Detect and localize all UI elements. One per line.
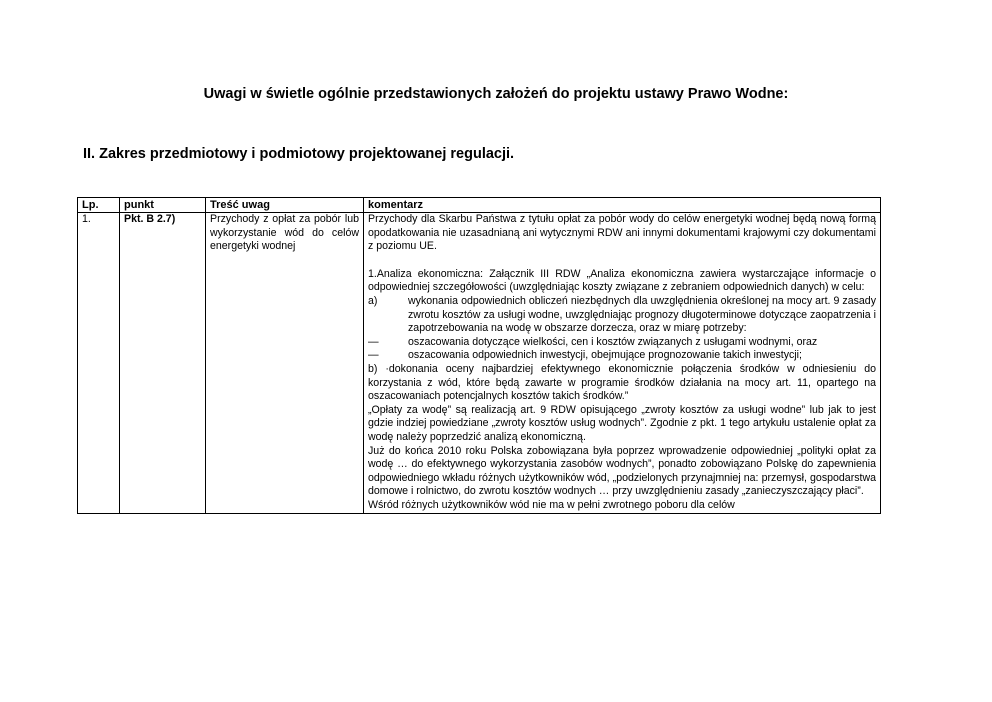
document-title: Uwagi w świetle ogólnie przedstawionych założeń do projektu ustawy Prawo Wodne: <box>203 86 789 102</box>
cell-komentarz <box>364 213 881 514</box>
table-row <box>78 213 881 514</box>
header-komentarz: komentarz <box>364 198 881 213</box>
remarks-table <box>77 197 881 514</box>
header-punkt: punkt <box>120 198 206 213</box>
list-item-a <box>368 295 876 336</box>
cell-punkt: Pkt. B 2.7) <box>120 213 206 514</box>
header-tresc: Treść uwag <box>206 198 364 213</box>
cell-tresc: Przychody z opłat za pobór lub wykorzystanie wód do celów energetyki wodnej <box>206 213 364 514</box>
list-label-a: a) <box>368 294 378 307</box>
comment-paragraph-5: Wśród różnych użytkowników wód nie ma w pełni zwrotnego poboru dla celów <box>368 498 735 511</box>
list-item-dash-1 <box>368 336 876 350</box>
comment-paragraph-1: Przychody dla Skarbu Państwa z tytułu opłat za pobór wody do celów energetyki wodnej będą nową formą opodatkowania nie uzasadnianą ani wytycznymi RDW ani innymi dokumentami krajowymi czy dokumentami z poziomu UE. <box>368 213 876 253</box>
comment-paragraph-3: „Opłaty za wodę” są realizacją art. 9 RDW opisującego „zwroty kosztów za usługi wodne” lub jak to jest gdzie indziej powiedziane „zwroty kosztów usług wodnych”. Zgodnie z pkt. 1 tego artykułu ustalenie opłat za wodę należy poprzedzić analizą ekonomiczną. <box>368 403 876 443</box>
comment-paragraph-2: 1.Analiza ekonomiczna: Załącznik III RDW „Analiza ekonomiczna zawiera wystarczające informacje o odpowiedniej szczegółowości (uwzględniając koszty związane z zebraniem odpowiednich danych) w celu: <box>368 267 876 294</box>
table-header-row <box>78 198 881 213</box>
cell-lp: 1. <box>78 213 120 514</box>
section-heading: II. Zakres przedmiotowy i podmiotowy projektowanej regulacji. <box>83 146 515 162</box>
list-item-dash-2 <box>368 349 876 363</box>
dash-label-2: — <box>368 349 379 362</box>
comment-paragraph-4: Już do końca 2010 roku Polska zobowiązana była poprzez wprowadzenie odpowiedniej „polityki opłat za wodę … do efektywnego wykorzystania zasobów wodnych”, ponadto zobowiązano Polskę do zapewnienia odpowiedniego wkładu różnych użytkowników wód, „podzielonych przynajmniej na: przemysł, gospodarstwa domowe i rolnictwo, do zwrotu kosztów wodnych … przy uwzględnieniu zasady „zanieczyszczający płaci”. <box>368 444 876 498</box>
dash-text-1: oszacowania dotyczące wielkości, cen i kosztów związanych z usługami wodnymi, oraz <box>408 335 818 348</box>
dash-text-2: oszacowania odpowiednich inwestycji, obejmujące prognozowanie takich inwestycji; <box>408 349 802 362</box>
list-text-a: wykonania odpowiednich obliczeń niezbędnych dla uwzględnienia określonej na mocy art. 9 zasady zwrotu kosztów za usługi wodne, uwzględniając prognozy długoterminowe dotyczące zaopatrzenia i zapotrzebowania na wodę w obszarze dorzecza, oraz w miarę potrzeby: <box>408 294 876 335</box>
header-lp: Lp. <box>78 198 120 213</box>
dash-label-1: — <box>368 335 379 348</box>
list-item-b: b) ·dokonania oceny najbardziej efektywnego ekonomicznie połączenia środków w odniesieniu do korzystania z wód, które będą zawarte w programie środków działania na mocy art. 11, opartego na oszacowaniach potencjalnych kosztów takich środków.” <box>368 362 876 403</box>
